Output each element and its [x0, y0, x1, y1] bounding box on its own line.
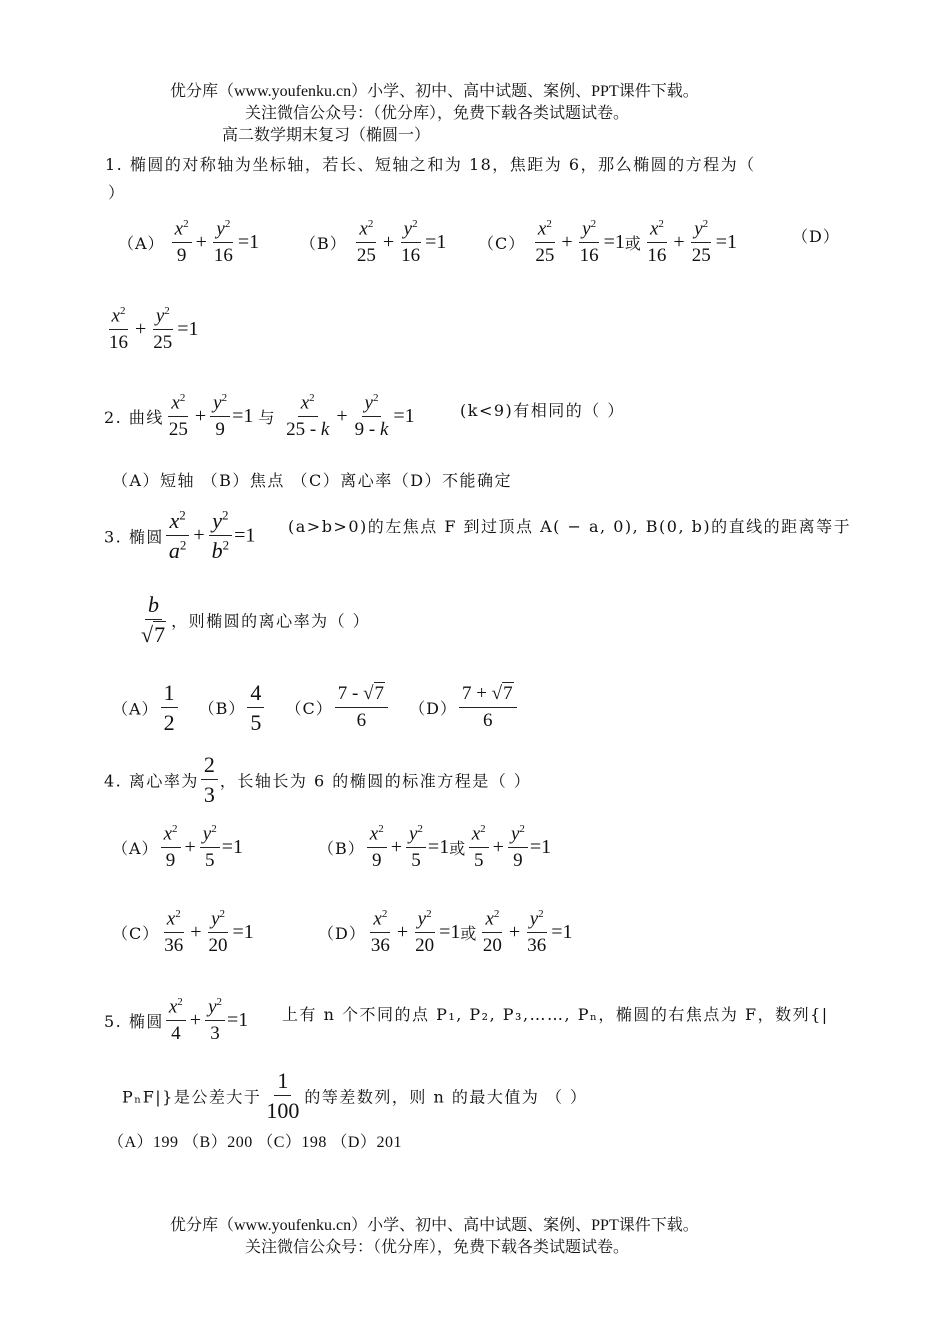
q5-line: 5. 椭圆 $\frac{x^2}{4}$ + $\frac{y^2}{3}$ =1 [104, 996, 249, 1045]
q3-label-d: （D） [409, 699, 457, 719]
q1-or: 或 [624, 234, 643, 253]
fraction: $\frac{y^2}{25}$ [153, 305, 173, 354]
fraction: $\frac{7 + √7}{6}$ [459, 683, 517, 732]
q5-text-2b: 的等差数列，则 n 的最大值为 （ ） [304, 1087, 588, 1107]
q4-option-d: （D） $\frac{x^2}{36}$ + $\frac{y^2}{20}$ =1或 $\frac{x^2}{20}$ + $\frac{y^2}{36}$ =1 [318, 908, 573, 957]
q3-line: 3. 椭圆 $\frac{x^2}{a^2}$ + $\frac{y^2}{b^2}$ =1 [104, 507, 256, 564]
q1-text: 1. 椭圆的对称轴为坐标轴，若长、短轴之和为 18，焦距为 6，那么椭圆的方程为（ [105, 155, 756, 174]
q4-text-b: ，长轴长为 6 的椭圆的标准方程是（ ） [219, 771, 532, 791]
fraction: $\frac{x^2}{20}$ [482, 908, 502, 957]
q3-text-2: ，则椭圆的离心率为（ ） [171, 611, 371, 631]
q3-num: 3. 椭圆 [104, 527, 164, 547]
q1-option-b: （B） $\frac{x^2}{25}$ + $\frac{y^2}{16}$ =1 [300, 218, 447, 267]
q5-text: 上有 n 个不同的点 P₁, P₂, P₃,……, Pₙ，椭圆的右焦点为 F，数列{| [282, 1005, 829, 1024]
q4-or-d: 或 [460, 924, 478, 943]
q5-text-2a: PₙF|}是公差大于 [122, 1087, 262, 1107]
fraction: $\frac{y^2}{20}$ [415, 908, 435, 957]
q3-label-b: （B） [198, 699, 246, 719]
header-line-1: 优分库（www.youfenku.cn）小学、初中、高中试题、案例、PPT课件下载。 [170, 83, 699, 100]
q4-label-b: （B） [318, 839, 365, 858]
footer-line-1: 优分库（www.youfenku.cn）小学、初中、高中试题、案例、PPT课件下载。 [170, 1217, 699, 1234]
fraction: $\frac{y^2}{9}$ [508, 823, 528, 872]
fraction: $\frac{x^2}{a^2}$ [166, 508, 190, 564]
fraction: $\frac{4}{5}$ [247, 680, 264, 736]
q1-option-d: $\frac{x^2}{16}$ + $\frac{y^2}{25}$ =1 [104, 305, 199, 354]
fraction: $\frac{x^2}{25}$ [535, 218, 555, 267]
fraction: $\frac{x^2}{25}$ [168, 392, 188, 441]
fraction: $\frac{1}{2}$ [161, 680, 178, 736]
q2-with: 与 [258, 408, 276, 427]
fraction: $\frac{y^2}{5}$ [200, 823, 220, 872]
header-line-2: 关注微信公众号：（优分库），免费下载各类试题试卷。 [245, 105, 630, 122]
fraction: $\frac{x^2}{25}$ [356, 218, 376, 267]
q3-options [112, 680, 519, 736]
q4-text-a: 4. 离心率为 [104, 771, 199, 791]
fraction: $\frac{7 - √7}{6}$ [335, 683, 388, 732]
q5-num: 5. 椭圆 [104, 1012, 164, 1031]
fraction: $\frac{x^2}{9}$ [367, 823, 387, 872]
fraction: $\frac{y^2}{b^2}$ [209, 508, 233, 564]
q4-option-b: （B） $\frac{x^2}{9}$ + $\frac{y^2}{5}$ =1或 $\frac{x^2}{5}$ + $\frac{y^2}{9}$ =1 [318, 823, 552, 872]
q4-label-c: （C） [112, 924, 160, 943]
q2-cond: (k<9)有相同的（ ） [460, 401, 625, 420]
q4-line [104, 752, 531, 808]
q1-option-d-label [792, 224, 840, 247]
q4-option-a: （A） $\frac{x^2}{9}$ + $\frac{y^2}{5}$ =1 [112, 823, 243, 872]
q1-option-a: （A） $\frac{x^2}{9}$ + $\frac{y^2}{16}$ =1 [118, 218, 260, 267]
fraction: $\frac{b}{√7}$ [141, 592, 166, 648]
q3-line-2 [136, 592, 370, 648]
fraction: $\frac{y^2}{16}$ [401, 218, 421, 267]
fraction: $\frac{x^2}{4}$ [166, 996, 186, 1045]
q5-line-2 [122, 1068, 588, 1124]
q3-label-c: （C） [285, 699, 333, 719]
fraction: $\frac{x^2}{16}$ [647, 218, 667, 267]
fraction: $\frac{y^2}{36}$ [527, 908, 547, 957]
q2-line: 2. 曲线 $\frac{x^2}{25}$ + $\frac{y^2}{9}$ =1 与 $\frac{x^2}{25 - k}$ + $\frac{y^2}{9 - k}$ =1 [104, 392, 415, 441]
fraction: $\frac{2}{3}$ [201, 752, 218, 808]
fraction: $\frac{x^2}{36}$ [164, 908, 184, 957]
fraction: $\frac{x^2}{16}$ [109, 305, 128, 354]
fraction: $\frac{y^2}{5}$ [406, 823, 426, 872]
q1-label-d: （D） [792, 227, 840, 246]
q2-num: 2. 曲线 [104, 408, 164, 427]
page-title: 高二数学期末复习（椭圆一） [222, 127, 431, 144]
q1-label-a: （A） [118, 234, 165, 253]
q1-option-c: （C） $\frac{x^2}{25}$ + $\frac{y^2}{16}$ =1或 $\frac{x^2}{16}$ + $\frac{y^2}{25}$ =1 [478, 218, 737, 267]
q4-option-c: （C） $\frac{x^2}{36}$ + $\frac{y^2}{20}$ =1 [112, 908, 254, 957]
fraction: $\frac{x^2}{36}$ [370, 908, 390, 957]
fraction: $\frac{y^2}{3}$ [205, 996, 225, 1045]
q3-label-a: （A） [112, 699, 159, 719]
fraction: $\frac{x^2}{5}$ [469, 823, 489, 872]
q1-text-close: ） [108, 183, 126, 202]
fraction: $\frac{y^2}{9}$ [210, 392, 230, 441]
fraction: $\frac{1}{100}$ [266, 1068, 300, 1124]
fraction: $\frac{x^2}{25 - k}$ [286, 392, 330, 441]
fraction: $\frac{y^2}{20}$ [208, 908, 228, 957]
q3-text: (a>b>0)的左焦点 F 到过顶点 A( − a, 0), B(0, b)的直线的距离等于 [288, 517, 852, 536]
q1-label-c: （C） [478, 234, 526, 253]
fraction: $\frac{y^2}{16}$ [213, 218, 233, 267]
q4-label-d: （D） [318, 924, 366, 943]
q1-label-b: （B） [300, 234, 347, 253]
fraction: $\frac{y^2}{25}$ [691, 218, 711, 267]
q4-or-b: 或 [449, 839, 467, 858]
q2-options: （A）短轴 （B）焦点 （C）离心率（D）不能确定 [112, 471, 513, 490]
q5-options: （A）199 （B）200 （C）198 （D）201 [108, 1134, 402, 1151]
fraction: $\frac{x^2}{9}$ [172, 218, 192, 267]
fraction: $\frac{x^2}{9}$ [161, 823, 181, 872]
footer-line-2: 关注微信公众号：（优分库），免费下载各类试题试卷。 [245, 1239, 630, 1256]
fraction: $\frac{y^2}{9 - k}$ [354, 392, 389, 441]
q4-label-a: （A） [112, 839, 159, 858]
fraction: $\frac{y^2}{16}$ [579, 218, 599, 267]
